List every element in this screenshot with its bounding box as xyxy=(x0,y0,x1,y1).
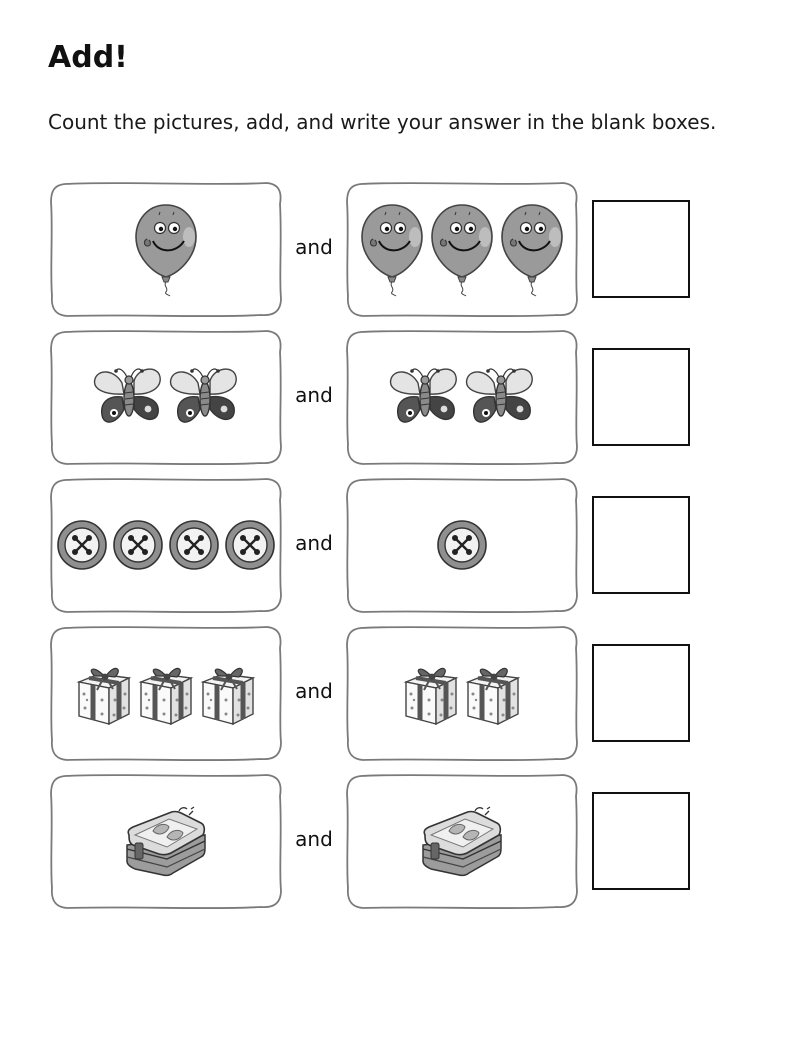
butterfly-icon xyxy=(168,361,240,433)
button-icon xyxy=(168,519,220,571)
butterfly-icon xyxy=(388,361,460,433)
right-picture-panel xyxy=(345,180,579,318)
left-picture-panel xyxy=(49,476,283,614)
gift-icon xyxy=(464,660,522,726)
right-pictures xyxy=(345,772,579,910)
gift-icon xyxy=(75,660,133,726)
and-label: and xyxy=(295,235,333,259)
right-picture-panel xyxy=(345,328,579,466)
exercise-row xyxy=(0,772,794,912)
exercise-row xyxy=(0,328,794,468)
exercise-row xyxy=(0,624,794,764)
worksheet-title: Add! xyxy=(48,40,128,75)
right-pictures xyxy=(345,180,579,318)
balloon-icon xyxy=(359,201,425,297)
button-icon xyxy=(112,519,164,571)
left-pictures xyxy=(49,328,283,466)
right-pictures xyxy=(345,328,579,466)
left-picture-panel xyxy=(49,624,283,762)
butterfly-icon xyxy=(92,361,164,433)
gift-icon xyxy=(402,660,460,726)
balloon-icon xyxy=(499,201,565,297)
and-label: and xyxy=(295,827,333,851)
gift-icon xyxy=(199,660,257,726)
right-pictures xyxy=(345,476,579,614)
answer-box[interactable] xyxy=(592,792,690,890)
balloon-icon xyxy=(133,201,199,297)
exercise-row xyxy=(0,180,794,320)
instructions: Count the pictures, add, and write your answer in the blank boxes. xyxy=(48,110,717,134)
and-label: and xyxy=(295,383,333,407)
right-picture-panel xyxy=(345,772,579,910)
gift-icon xyxy=(137,660,195,726)
left-pictures xyxy=(49,624,283,762)
left-pictures xyxy=(49,180,283,318)
balloon-icon xyxy=(429,201,495,297)
butterfly-icon xyxy=(464,361,536,433)
left-pictures xyxy=(49,772,283,910)
lunchbox-icon xyxy=(419,805,505,877)
button-icon xyxy=(436,519,488,571)
left-picture-panel xyxy=(49,180,283,318)
right-pictures xyxy=(345,624,579,762)
answer-box[interactable] xyxy=(592,348,690,446)
answer-box[interactable] xyxy=(592,644,690,742)
answer-box[interactable] xyxy=(592,200,690,298)
and-label: and xyxy=(295,679,333,703)
exercise-row xyxy=(0,476,794,616)
left-picture-panel xyxy=(49,328,283,466)
left-picture-panel xyxy=(49,772,283,910)
right-picture-panel xyxy=(345,476,579,614)
left-pictures xyxy=(49,476,283,614)
right-picture-panel xyxy=(345,624,579,762)
and-label: and xyxy=(295,531,333,555)
lunchbox-icon xyxy=(123,805,209,877)
button-icon xyxy=(224,519,276,571)
button-icon xyxy=(56,519,108,571)
answer-box[interactable] xyxy=(592,496,690,594)
